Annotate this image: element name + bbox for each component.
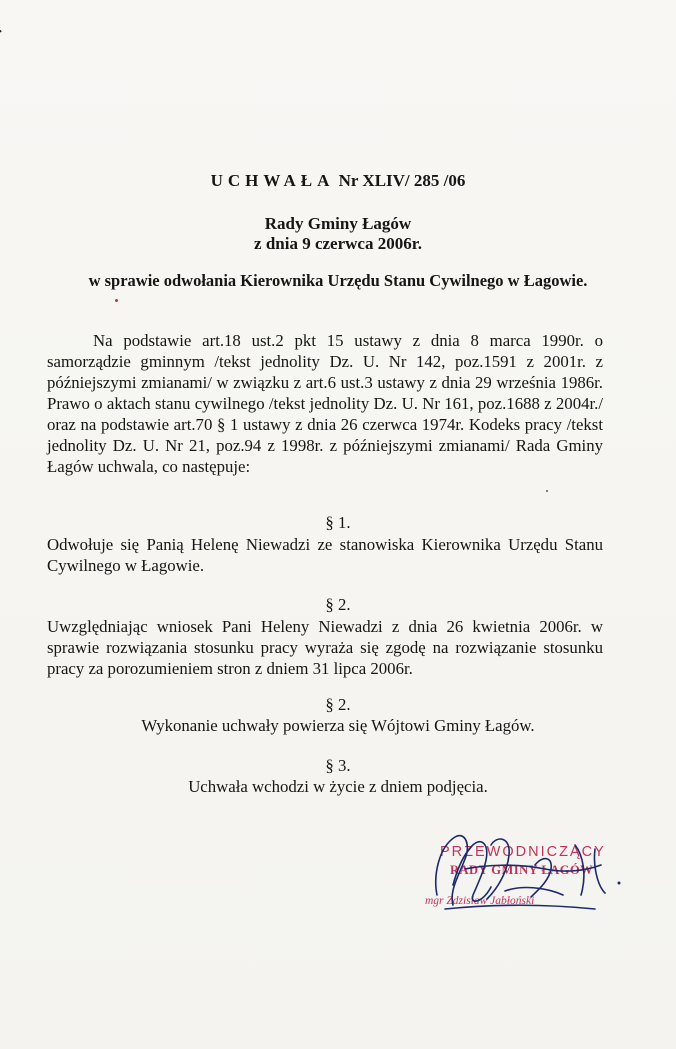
resolution-title <box>0 171 676 191</box>
resolution-date: z dnia 9 czerwca 2006r. <box>254 234 422 253</box>
ink-speck <box>115 299 118 302</box>
preamble-paragraph: Na podstawie art.18 ust.2 pkt 15 ustawy z dnia 8 marca 1990r. o samorządzie gminnym /tekst jednolity Dz. U. Nr 142, poz.1591 z 2001r. z późniejszymi zmianami/ w związku z art.6 ust.3 ustawy z dnia 29 września 1986r. Prawo o aktach stanu cywilnego /tekst jednolity Dz. U. Nr 161, poz.1688 z 2004r./ oraz na podstawie art.70 § 1 ustawy z dnia 26 czerwca 1974r. Kodeks pracy /tekst jednolity Dz. U. Nr 21, poz.94 z 1998r. z późniejszymi zmianami/ Rada Gminy Łagów uchwala, co następuje: <box>47 331 603 476</box>
section-mark-3: § 2. <box>325 695 351 714</box>
title-word: UCHWAŁA <box>210 171 335 190</box>
stamp-name: mgr Zdzisław Jabłoński <box>425 895 535 907</box>
section-mark-1: § 1. <box>325 513 351 532</box>
section-text-2: Uwzględniając wniosek Pani Heleny Niewadzi z dnia 26 kwietnia 2006r. w sprawie rozwiązania stosunku pracy wyraża się zgodę na rozwiązanie stosunku pracy za porozumieniem stron z dniem 31 lipca 2006r. <box>47 617 603 678</box>
council-name: Rady Gminy Łagów <box>264 214 412 233</box>
ink-speck <box>546 490 548 492</box>
stamp-council: RADY GMINY ŁAGÓW <box>450 863 594 877</box>
resolution-subject: w sprawie odwołania Kierownika Urzędu Stanu Cywilnego w Łagowie. <box>88 271 588 290</box>
section-text-3: Wykonanie uchwały powierza się Wójtowi Gminy Łagów. <box>141 716 535 735</box>
chairman-stamp <box>420 844 620 914</box>
section-text-1: Odwołuje się Panią Helenę Niewadzi ze stanowiska Kierownika Urzędu Stanu Cywilnego w Łagowie. <box>47 535 603 575</box>
council-heading <box>0 214 676 254</box>
section-mark-2: § 2. <box>325 595 351 614</box>
stamp-title: PRZEWODNICZĄCY <box>440 844 606 860</box>
section-text-4: Uchwała wchodzi w życie z dniem podjęcia. <box>188 777 488 796</box>
section-mark-4: § 3. <box>325 756 351 775</box>
scan-mark <box>0 30 9 44</box>
title-number: Nr XLIV/ 285 /06 <box>338 171 466 190</box>
